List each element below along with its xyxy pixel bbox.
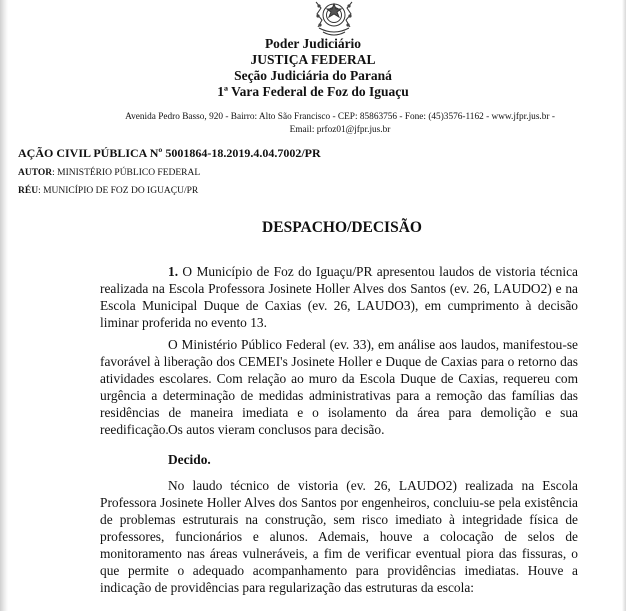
header-justica-federal: JUSTIÇA FEDERAL xyxy=(250,52,376,67)
paragraph-1 xyxy=(100,263,578,331)
document-title: DESPACHO/DECISÃO xyxy=(262,219,422,236)
party-autor-label: AUTOR xyxy=(18,168,53,178)
party-autor xyxy=(18,168,200,178)
paragraph-3: Os autos vieram conclusos para decisão. xyxy=(168,422,385,437)
court-address: Avenida Pedro Basso, 920 - Bairro: Alto São Francisco - CEP: 85863756 - Fone: (45)3576-1162 - www.jfpr.jus.br - xyxy=(125,112,555,122)
court-email: Email: prfoz01@jfpr.jus.br xyxy=(289,125,391,135)
paragraph-2: O Ministério Público Federal (ev. 33), em análise aos laudos, manifestou-se favorável à liberação dos CEMEI's Josinete Holler e Duque de Caxias para o retorno das atividades escolares. Com relação ao muro da Escola Duque de Caxias, requereu com urgência a determinação de medidas administrativas para a remoção das famílias das residências de maneira imediata e o isolamento da área para demolição e sua reedificação. xyxy=(100,337,578,437)
party-reu-value: : MUNICÍPIO DE FOZ DO IGUAÇU/PR xyxy=(38,186,199,196)
header-poder-judiciario: Poder Judiciário xyxy=(264,36,362,51)
case-number: AÇÃO CIVIL PÚBLICA Nº 5001864-18.2019.4.04.7002/PR xyxy=(18,146,321,160)
party-reu-label: RÉU xyxy=(18,186,39,196)
party-autor-value: : MINISTÉRIO PÚBLICO FEDERAL xyxy=(52,168,201,178)
paragraph-5: No laudo técnico de vistoria (ev. 26, LAUDO2) realizada na Escola Professora Josinete Holler Alves dos Santos por engenheiros, concluiu-se pela existência de problemas estruturais na construção, sem risco imediato à integridade física de professores, funcionários e alunos. Ademais, houve a colocação de selos de monitoramento nas áreas vulneráveis, a fim de verificar eventual piora das fissuras, o que permite o adequado acompanhamento para providências imediatas. Houve a indicação de providências para regularização das estruturas da escola: xyxy=(100,478,578,595)
paragraph-decido: Decido. xyxy=(168,452,211,467)
header-secao-judiciaria: Seção Judiciária do Paraná xyxy=(234,68,392,83)
paragraph-1-number: 1. xyxy=(168,264,179,279)
coat-of-arms-emblem xyxy=(311,0,357,38)
party-reu xyxy=(18,186,198,196)
header-vara-federal: 1ª Vara Federal de Foz do Iguaçu xyxy=(217,84,409,99)
paragraph-1-text: O Município de Foz do Iguaçu/PR apresentou laudos de vistoria técnica realizada na Escola Professora Josinete Holler Alves dos Santos (ev. 26, LAUDO2) e na Escola Municipal Duque de Caxias (ev. 26, LAUDO3), em cumprimento à decisão liminar proferida no evento 13. xyxy=(100,264,578,330)
